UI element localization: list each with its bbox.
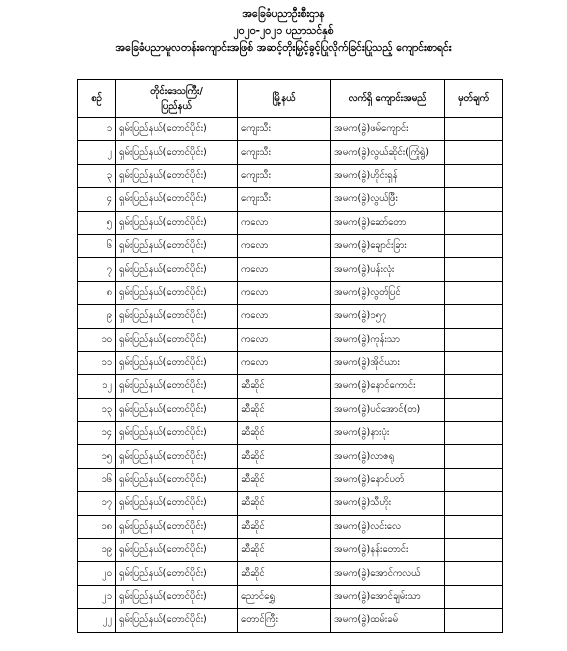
cell-region: ရှမ်းပြည်နယ်(တောင်ပိုင်း) bbox=[116, 258, 238, 281]
cell-no: ၁၄ bbox=[78, 422, 116, 445]
cell-remark bbox=[445, 609, 503, 632]
cell-remark bbox=[445, 422, 503, 445]
cell-remark bbox=[445, 398, 503, 421]
table-row bbox=[78, 422, 503, 445]
cell-school: အမက(ခွဲ)၁၅၇ bbox=[331, 305, 445, 328]
cell-no: ၂၂ bbox=[78, 609, 116, 632]
cell-region: ရှမ်းပြည်နယ်(တောင်ပိုင်း) bbox=[116, 351, 238, 374]
cell-remark bbox=[445, 164, 503, 187]
cell-region: ရှမ်းပြည်နယ်(တောင်ပိုင်း) bbox=[116, 422, 238, 445]
cell-township: ကျေးသီး bbox=[238, 141, 331, 164]
cell-school: အမက(ခွဲ)လွယ်ဖြီး bbox=[331, 188, 445, 211]
cell-school: အမက(ခွဲ)လွတ်ပြင် bbox=[331, 281, 445, 304]
cell-remark bbox=[445, 188, 503, 211]
table-row bbox=[78, 141, 503, 164]
cell-remark bbox=[445, 211, 503, 234]
cell-school: အမက(ခွဲ)ပင်အောင်(တ) bbox=[331, 398, 445, 421]
table-row bbox=[78, 398, 503, 421]
cell-region: ရှမ်းပြည်နယ်(တောင်ပိုင်း) bbox=[116, 118, 238, 141]
cell-township: ကျေးသီး bbox=[238, 188, 331, 211]
cell-no: ၂ bbox=[78, 141, 116, 164]
cell-remark bbox=[445, 351, 503, 374]
cell-remark bbox=[445, 281, 503, 304]
cell-township: ကလော bbox=[238, 281, 331, 304]
cell-region: ရှမ်းပြည်နယ်(တောင်ပိုင်း) bbox=[116, 188, 238, 211]
cell-region: ရှမ်းပြည်နယ်(တောင်ပိုင်း) bbox=[116, 609, 238, 632]
cell-remark bbox=[445, 515, 503, 538]
cell-school: အမက(ခွဲ)ချောင်းခြား bbox=[331, 234, 445, 257]
cell-region: ရှမ်းပြည်နယ်(တောင်ပိုင်း) bbox=[116, 468, 238, 491]
cell-school: အမက(ခွဲ)ဟိုင်းရှန် bbox=[331, 164, 445, 187]
cell-region: ရှမ်းပြည်နယ်(တောင်ပိုင်း) bbox=[116, 539, 238, 562]
cell-township: ဆီဆိုင် bbox=[238, 398, 331, 421]
cell-township: ဆီဆိုင် bbox=[238, 562, 331, 585]
table-row bbox=[78, 328, 503, 351]
cell-region: ရှမ်းပြည်နယ်(တောင်ပိုင်း) bbox=[116, 492, 238, 515]
cell-school: အမက(ခွဲ)နားပုံး bbox=[331, 422, 445, 445]
cell-no: ၁၅ bbox=[78, 445, 116, 468]
department-title: အခြေခံပညာဦးစီးဌာန bbox=[242, 8, 325, 20]
cell-remark bbox=[445, 141, 503, 164]
table-row bbox=[78, 164, 503, 187]
cell-region: ရှမ်းပြည်နယ်(တောင်ပိုင်း) bbox=[116, 234, 238, 257]
header-region bbox=[116, 80, 238, 118]
cell-school: အမက(ခွဲ)နောင်ပတ် bbox=[331, 468, 445, 491]
cell-region: ရှမ်းပြည်နယ်(တောင်ပိုင်း) bbox=[116, 281, 238, 304]
cell-township: ညောင်ရွှေ bbox=[238, 585, 331, 608]
cell-township: ကျေးသီး bbox=[238, 118, 331, 141]
cell-no: ၃ bbox=[78, 164, 116, 187]
list-title: အခြေခံပညာမူလတန်းကျောင်းအဖြစ် အဆင့်တိုးမြှင့်ခွင့်ပြုလိုက်ခြင်းပြုသည့် ကျောင်းစာရင်း bbox=[115, 42, 452, 54]
cell-no: ၂၀ bbox=[78, 562, 116, 585]
table-row bbox=[78, 468, 503, 491]
header-school: လက်ရှိ ကျောင်းအမည် bbox=[331, 80, 445, 118]
table-row bbox=[78, 118, 503, 141]
cell-township: ဆီဆိုင် bbox=[238, 468, 331, 491]
cell-no: ၁၁ bbox=[78, 351, 116, 374]
cell-no: ၁၂ bbox=[78, 375, 116, 398]
cell-township: ဆီဆိုင် bbox=[238, 515, 331, 538]
cell-township: ဆီဆိုင် bbox=[238, 445, 331, 468]
cell-remark bbox=[445, 492, 503, 515]
cell-remark bbox=[445, 562, 503, 585]
cell-region: ရှမ်းပြည်နယ်(တောင်ပိုင်း) bbox=[116, 445, 238, 468]
cell-township: ကလော bbox=[238, 258, 331, 281]
header-no: စဉ် bbox=[78, 80, 116, 118]
cell-remark bbox=[445, 328, 503, 351]
cell-region: ရှမ်းပြည်နယ်(တောင်ပိုင်း) bbox=[116, 328, 238, 351]
cell-no: ၁၃ bbox=[78, 398, 116, 421]
cell-township: ကလော bbox=[238, 328, 331, 351]
table-row bbox=[78, 211, 503, 234]
cell-region: ရှမ်းပြည်နယ်(တောင်ပိုင်း) bbox=[116, 375, 238, 398]
cell-township: ကလော bbox=[238, 305, 331, 328]
table-row bbox=[78, 234, 503, 257]
cell-no: ၂၁ bbox=[78, 585, 116, 608]
cell-school: အမက(ခွဲ)နန်းတောင်း bbox=[331, 539, 445, 562]
cell-region: ရှမ်းပြည်နယ်(တောင်ပိုင်း) bbox=[116, 141, 238, 164]
cell-township: ဆီဆိုင် bbox=[238, 422, 331, 445]
table-header-row bbox=[78, 80, 503, 118]
cell-school: အမက(ခွဲ)လွယ်ဆိုင်း(ကြုံရွဲ) bbox=[331, 141, 445, 164]
table-row bbox=[78, 492, 503, 515]
cell-school: အမက(ခွဲ)ထမ်းခမ် bbox=[331, 609, 445, 632]
cell-region: ရှမ်းပြည်နယ်(တောင်ပိုင်း) bbox=[116, 398, 238, 421]
cell-no: ၁၆ bbox=[78, 468, 116, 491]
cell-remark bbox=[445, 468, 503, 491]
academic-year: ၂၀၂၀-၂၀၂၁ ပညာသင်နှစ် bbox=[233, 25, 334, 37]
cell-school: အမက(ခွဲ)အောင်ချမ်းသာ bbox=[331, 585, 445, 608]
cell-township: တောင်ကြီး bbox=[238, 609, 331, 632]
cell-school: အမက(ခွဲ)သီဟိုး bbox=[331, 492, 445, 515]
table-row bbox=[78, 562, 503, 585]
cell-no: ၅ bbox=[78, 211, 116, 234]
cell-remark bbox=[445, 585, 503, 608]
cell-school: အမက(ခွဲ)လာဇရု bbox=[331, 445, 445, 468]
cell-township: ဆီဆိုင် bbox=[238, 492, 331, 515]
table-row bbox=[78, 585, 503, 608]
table-row bbox=[78, 281, 503, 304]
table-row bbox=[78, 609, 503, 632]
cell-township: ကျေးသီး bbox=[238, 164, 331, 187]
cell-remark bbox=[445, 305, 503, 328]
cell-no: ၁၉ bbox=[78, 539, 116, 562]
cell-region: ရှမ်းပြည်နယ်(တောင်ပိုင်း) bbox=[116, 211, 238, 234]
table-row bbox=[78, 515, 503, 538]
school-list-table bbox=[77, 79, 503, 633]
cell-no: ၇ bbox=[78, 258, 116, 281]
cell-no: ၄ bbox=[78, 188, 116, 211]
cell-remark bbox=[445, 258, 503, 281]
cell-school: အမက(ခွဲ)အောင်ကလယ် bbox=[331, 562, 445, 585]
cell-no: ၆ bbox=[78, 234, 116, 257]
table-row bbox=[78, 351, 503, 374]
cell-school: အမက(ခွဲ)ကုန်းသာ bbox=[331, 328, 445, 351]
cell-region: ရှမ်းပြည်နယ်(တောင်ပိုင်း) bbox=[116, 164, 238, 187]
cell-no: ၉ bbox=[78, 305, 116, 328]
cell-region: ရှမ်းပြည်နယ်(တောင်ပိုင်း) bbox=[116, 562, 238, 585]
table-row bbox=[78, 188, 503, 211]
cell-township: ကလော bbox=[238, 211, 331, 234]
cell-region: ရှမ်းပြည်နယ်(တောင်ပိုင်း) bbox=[116, 585, 238, 608]
cell-no: ၁၈ bbox=[78, 515, 116, 538]
table-body bbox=[78, 118, 503, 633]
cell-remark bbox=[445, 375, 503, 398]
cell-no: ၁ bbox=[78, 118, 116, 141]
cell-township: ကလော bbox=[238, 234, 331, 257]
cell-no: ၁၀ bbox=[78, 328, 116, 351]
cell-school: အမက(ခွဲ)ဖမ်ကျောင်း bbox=[331, 118, 445, 141]
cell-region: ရှမ်းပြည်နယ်(တောင်ပိုင်း) bbox=[116, 305, 238, 328]
cell-school: အမက(ခွဲ)ဆော်တော bbox=[331, 211, 445, 234]
header-township: မြို့နယ် bbox=[238, 80, 331, 118]
cell-remark bbox=[445, 234, 503, 257]
cell-no: ၈ bbox=[78, 281, 116, 304]
cell-school: အမက(ခွဲ)အိုင်ယား bbox=[331, 351, 445, 374]
header-region-line2: ပြည်နယ် bbox=[161, 100, 192, 112]
cell-school: အမက(ခွဲ)ပန်းလုံး bbox=[331, 258, 445, 281]
cell-school: အမက(ခွဲ)လင်းလေ bbox=[331, 515, 445, 538]
header-region-line1: တိုင်းဒေသကြီး/ bbox=[150, 85, 203, 97]
cell-school: အမက(ခွဲ)နောင်ကောင်း bbox=[331, 375, 445, 398]
cell-no: ၁၇ bbox=[78, 492, 116, 515]
cell-region: ရှမ်းပြည်နယ်(တောင်ပိုင်း) bbox=[116, 515, 238, 538]
cell-township: ဆီဆိုင် bbox=[238, 539, 331, 562]
table-row bbox=[78, 539, 503, 562]
cell-township: ကလော bbox=[238, 351, 331, 374]
cell-remark bbox=[445, 539, 503, 562]
table-row bbox=[78, 305, 503, 328]
table-row bbox=[78, 258, 503, 281]
header-remark: မှတ်ချက် bbox=[445, 80, 503, 118]
document-header bbox=[0, 6, 567, 57]
cell-remark bbox=[445, 445, 503, 468]
table-row bbox=[78, 375, 503, 398]
cell-remark bbox=[445, 118, 503, 141]
cell-township: ဆီဆိုင် bbox=[238, 375, 331, 398]
table-row bbox=[78, 445, 503, 468]
